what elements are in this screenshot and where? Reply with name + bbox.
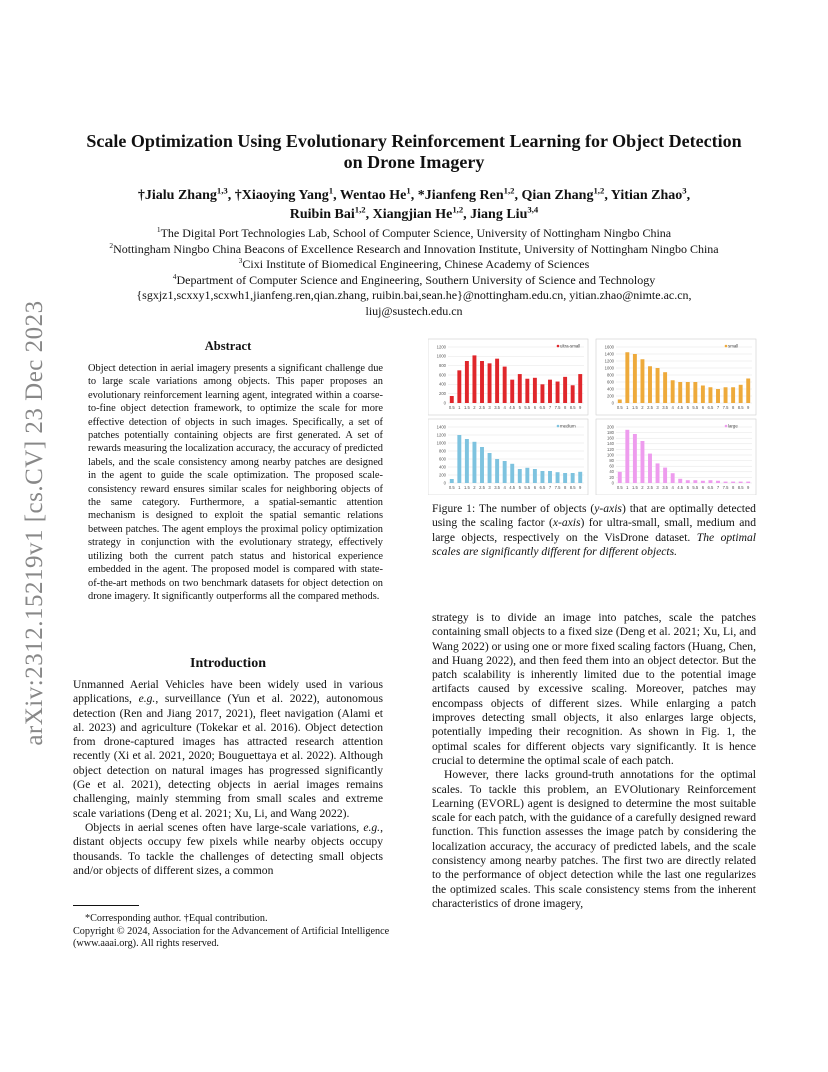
affiliation: $^4$Department of Computer Science and Engineering, Southern University of Science and Technology — [172, 271, 656, 287]
legend-label: large — [728, 423, 738, 429]
abstract-text: Object detection in aerial imagery presents a significant challenge due to large scale variations among objects. This paper proposes an evolutionary reinforcement learning agent, integrated within a coarse-to-fine object detection framework, to optimize the scale for more effective detection of objects in such images. Specifically, a set of patches potentially containing objects are first generated. A set of rewards measuring the localization accuracy, the accuracy of predicted labels, and the scale consistency among nearby patches are designed in the agent to guide the scale optimization. The proposed scale-consistency reward ensures similar scales for neighboring objects of the same category. Furthermore, a spatial-semantic attention mechanism is designed to exploit the spatial semantic relations between patches. The agent employs the proximal policy optimization strategy in conjunction with the evolutionary strategy, effectively utilizing both the current patch status and historical experience embedded in the agent. The proposed model is compared with state-of-the-art methods on two benchmark datasets for object detection on drone imagery. It significantly outperforms all the compared methods. — [88, 363, 383, 602]
y-tick-label: 0 — [611, 480, 614, 486]
bar — [724, 387, 728, 403]
y-tick-label: 0 — [611, 400, 614, 406]
bar — [571, 385, 575, 403]
bar — [678, 382, 682, 403]
chart-panel-large — [596, 419, 756, 495]
email-line-1: {sgxjz1,scxxy1,scxwh1,jianfeng.ren,qian.zhang, ruibin.bai,sean.he}@nottingham.edu.cn, yitian.zhao@nimte.ac.cn, — [136, 288, 692, 303]
bar — [618, 472, 622, 483]
x-tick-label: 2.5 — [647, 485, 653, 490]
author-list — [80, 186, 748, 224]
legend-label: small — [728, 343, 739, 349]
bar — [701, 386, 705, 404]
bar — [708, 480, 712, 483]
bar — [465, 439, 469, 483]
x-tick-label: 3 — [488, 485, 491, 490]
bar — [571, 473, 575, 483]
y-tick-label: 140 — [607, 441, 614, 447]
affiliations — [60, 226, 768, 320]
y-tick-label: 0 — [443, 480, 446, 486]
legend-label: medium — [560, 423, 576, 429]
x-tick-label: 5 — [518, 485, 521, 490]
y-tick-label: 800 — [439, 448, 446, 454]
bar — [716, 481, 720, 483]
bar — [656, 368, 660, 403]
x-tick-label: 2.5 — [479, 405, 485, 410]
bar — [708, 387, 712, 403]
bar — [640, 359, 644, 403]
paper-title: Scale Optimization Using Evolutionary Reinforcement Learning for Object Detection on Drone Imagery — [86, 131, 742, 172]
bar — [663, 372, 667, 403]
x-tick-label: 2.5 — [479, 485, 485, 490]
bar — [640, 441, 644, 483]
x-tick-label: 0.5 — [616, 485, 623, 490]
bar — [686, 382, 690, 403]
x-tick-label: 9 — [747, 485, 750, 490]
bar — [678, 479, 682, 483]
bar — [739, 482, 743, 483]
bar — [495, 459, 499, 483]
bar — [540, 471, 544, 483]
y-tick-label: 20 — [609, 474, 614, 480]
x-tick-label: 3 — [656, 405, 659, 410]
bar — [525, 379, 529, 403]
x-tick-label: 8.5 — [737, 405, 744, 410]
x-tick-label: 6.5 — [539, 405, 546, 410]
footnote-authors: *Corresponding author. †Equal contribution. — [85, 913, 268, 924]
bar — [663, 468, 667, 483]
x-tick-label: 5.5 — [524, 405, 531, 410]
bar — [533, 378, 537, 403]
x-tick-label: 6 — [701, 485, 705, 490]
x-tick-label: 4 — [671, 405, 674, 410]
y-tick-label: 200 — [607, 424, 614, 430]
x-tick-label: 3.5 — [662, 485, 669, 490]
x-tick-label: 4.5 — [509, 405, 516, 410]
bar — [618, 400, 622, 404]
bar — [457, 435, 461, 483]
bar — [480, 361, 484, 403]
bar — [724, 482, 728, 483]
author-name: Wentao He$^1$ — [339, 185, 411, 203]
bar — [693, 480, 697, 483]
x-tick-label: 7.5 — [722, 485, 729, 490]
author-name: †Xiaoying Yang$^1$ — [234, 185, 334, 203]
bar — [633, 354, 637, 403]
y-tick-label: 0 — [443, 400, 446, 406]
y-tick-label: 100 — [607, 452, 614, 458]
bar — [457, 370, 461, 403]
bar — [518, 469, 522, 483]
y-tick-label: 200 — [439, 391, 446, 397]
x-tick-label: 8.5 — [569, 485, 576, 490]
bar — [701, 481, 705, 483]
y-tick-label: 1200 — [436, 344, 446, 350]
right-column-text — [432, 611, 756, 911]
y-tick-label: 1000 — [436, 440, 446, 446]
figure-1-caption: Figure 1: The number of objects (y-axis) that are optimally detected using the scaling factor (x-axis) for ultra-small, small, medium and large objects, respectively on the VisDrone dataset. The optimal scales are significantly different for different objects. — [432, 502, 756, 558]
bar — [671, 473, 675, 483]
bar — [731, 387, 735, 403]
chart-panel-small — [596, 339, 756, 415]
x-tick-label: 2 — [641, 485, 644, 490]
x-tick-label: 1 — [458, 485, 461, 490]
bar — [648, 454, 652, 483]
x-tick-label: 6.5 — [539, 485, 546, 490]
x-tick-label: 2 — [473, 405, 476, 410]
y-tick-label: 1000 — [604, 365, 614, 371]
x-tick-label: 2 — [473, 485, 476, 490]
bar — [746, 482, 750, 483]
affiliation: $^1$The Digital Port Technologies Lab, School of Computer Science, University of Nottingham Ningbo China — [156, 225, 672, 240]
x-tick-label: 1.5 — [463, 485, 470, 490]
x-tick-label: 1.5 — [631, 485, 638, 490]
abstract-heading: Abstract — [204, 339, 252, 353]
y-tick-label: 1200 — [436, 432, 446, 438]
legend-marker — [557, 425, 560, 428]
y-tick-label: 800 — [607, 372, 614, 378]
y-tick-label: 400 — [607, 386, 614, 392]
bar — [510, 380, 514, 403]
intro-paragraph-2: Objects in aerial scenes often have large-scale variations, e.g., distant objects occupy few pixels while nearby objects occupy thousands. To tackle the challenges of detecting small objects and/or objects of different sizes, a common — [73, 820, 383, 877]
bar — [656, 463, 660, 483]
bar — [518, 374, 522, 403]
x-tick-label: 7 — [548, 485, 552, 490]
x-tick-label: 9 — [747, 405, 750, 410]
introduction-text — [73, 678, 383, 878]
bar — [510, 464, 514, 483]
x-tick-label: 6.5 — [707, 405, 714, 410]
bar — [625, 352, 629, 403]
x-tick-label: 3 — [488, 405, 491, 410]
bar — [563, 377, 567, 403]
x-tick-label: 8.5 — [569, 405, 576, 410]
bar — [578, 374, 582, 403]
bar — [746, 379, 750, 404]
intro-paragraph-1: Unmanned Aerial Vehicles have been widely used in various applications, e.g., surveillance (Yun et al. 2022), autonomous detection (Ren and Jiang 2017, 2021), fleet navigation (Alami et al. 2023) and agriculture (Tokekar et al. 2016). Object detection from drone-captured images has attracted research attention recently (Xi et al. 2021, 2020; Bouguettaya et al. 2022). Although object detection on natural images has progressed significantly (Ge et al. 2021), detecting objects in aerial images remains challenging, mainly stemming from small scales and extreme scale variations (Deng et al. 2021; Xu, Li, and Wang 2022). — [73, 678, 383, 820]
y-tick-label: 180 — [607, 430, 614, 435]
legend-marker — [725, 425, 728, 428]
bar — [533, 469, 537, 483]
bar — [503, 461, 507, 483]
bar — [540, 384, 544, 403]
bar — [731, 482, 735, 483]
x-tick-label: 6 — [533, 485, 537, 490]
x-tick-label: 5 — [518, 405, 521, 410]
x-tick-label: 3.5 — [494, 485, 501, 490]
author-name: Qian Zhang$^{1,2}$ — [521, 185, 605, 203]
legend-marker — [557, 345, 560, 348]
legend-marker — [725, 345, 728, 348]
bar — [578, 472, 582, 483]
bar — [480, 447, 484, 483]
x-tick-label: 7 — [716, 485, 720, 490]
x-tick-label: 1 — [626, 405, 629, 410]
chart-panel-ultra-small — [428, 339, 588, 415]
author-name: Ruibin Bai$^{1,2}$ — [289, 204, 366, 222]
bar — [472, 355, 476, 403]
author-name: Xiangjian He$^{1,2}$ — [372, 204, 464, 222]
bar — [739, 385, 743, 403]
x-tick-label: 4.5 — [677, 405, 684, 410]
footnote-rule — [73, 905, 139, 906]
author-name: †Jialu Zhang$^{1,3}$ — [137, 185, 228, 203]
x-tick-label: 7 — [716, 405, 720, 410]
x-tick-label: 7.5 — [722, 405, 729, 410]
bar — [488, 363, 492, 403]
y-tick-label: 800 — [439, 363, 446, 369]
x-tick-label: 0.5 — [616, 405, 623, 410]
x-tick-label: 4.5 — [677, 485, 684, 490]
bar — [495, 359, 499, 403]
author-name: *Jianfeng Ren$^{1,2}$ — [417, 185, 515, 203]
bar — [548, 380, 552, 403]
y-tick-label: 200 — [607, 393, 614, 399]
y-tick-label: 600 — [439, 372, 446, 378]
x-tick-label: 8 — [563, 405, 567, 410]
y-tick-label: 1400 — [436, 424, 446, 430]
y-tick-label: 120 — [607, 446, 614, 452]
x-tick-label: 5 — [686, 405, 689, 410]
right-paragraph-2: However, there lacks ground-truth annotations for the optimal scales. To tackle this problem, an EVOlutionary Reinforcement Learning (EVORL) agent is designed to determine the most suitable scale for each patch, with the guidance of a carefully designed reward function. This function assesses the image patch by considering the localization accuracy, the accuracy of predicted labels, and the scale consistency among nearby patches. The first two are directly related to the performance of object detection while the last one regularizes the optimized scales. This scale consistency stems from the inherent characteristics of drone imagery, — [432, 768, 756, 910]
chart-frame — [596, 339, 756, 415]
bar — [450, 479, 454, 483]
figure-1-charts — [428, 335, 758, 495]
affiliation-list — [60, 226, 768, 288]
x-tick-label: 8 — [563, 485, 567, 490]
x-tick-label: 8 — [731, 405, 735, 410]
x-tick-label: 4 — [503, 405, 506, 410]
footnote-copyright: Copyright © 2024, Association for the Advancement of Artificial Intelligence (www.aaai.org). All rights reserved. — [73, 925, 390, 950]
bar — [465, 361, 469, 403]
bar — [716, 389, 720, 403]
bar — [450, 396, 454, 403]
arxiv-identifier: arXiv:2312.15219v1 [cs.CV] 23 Dec 2023 — [21, 299, 48, 746]
author-line-1: †Jialu Zhang$^{1,3}$, †Xiaoying Yang$^1$, Wentao He$^1$, *Jianfeng Ren$^{1,2}$, Qian Zhang$^{1,2}$, Yitian Zhao$^3$, — [137, 185, 691, 203]
email-line-2: liuj@sustech.edu.cn — [365, 303, 463, 318]
bar — [472, 442, 476, 483]
y-tick-label: 400 — [439, 464, 446, 470]
x-tick-label: 8 — [731, 485, 735, 490]
y-tick-label: 1000 — [436, 353, 446, 359]
x-tick-label: 1.5 — [631, 405, 638, 410]
bar — [693, 382, 697, 403]
chart-frame — [596, 419, 756, 495]
x-tick-label: 8.5 — [737, 485, 744, 490]
x-tick-label: 1.5 — [463, 405, 470, 410]
y-tick-label: 400 — [439, 381, 446, 387]
x-tick-label: 9 — [579, 405, 582, 410]
bar — [686, 480, 690, 483]
bar — [625, 430, 629, 483]
x-tick-label: 7.5 — [554, 405, 561, 410]
author-name: Yitian Zhao$^3$ — [610, 185, 687, 203]
y-tick-label: 40 — [609, 469, 614, 475]
x-tick-label: 7.5 — [554, 485, 561, 490]
y-tick-label: 200 — [439, 472, 446, 478]
x-tick-label: 5 — [686, 485, 689, 490]
x-tick-label: 0.5 — [448, 405, 455, 410]
x-tick-label: 4 — [671, 485, 674, 490]
x-tick-label: 0.5 — [448, 485, 455, 490]
bar — [548, 471, 552, 483]
x-tick-label: 1 — [458, 405, 461, 410]
bar — [556, 472, 560, 483]
x-tick-label: 9 — [579, 485, 582, 490]
affiliation: $^3$Cixi Institute of Biomedical Engineering, Chinese Academy of Sciences — [238, 256, 590, 272]
y-tick-label: 160 — [607, 435, 614, 441]
author-line-2: Ruibin Bai$^{1,2}$, Xiangjian He$^{1,2}$, Jiang Liu$^{3,4}$ — [289, 204, 539, 222]
bar — [563, 473, 567, 483]
x-tick-label: 2 — [641, 405, 644, 410]
x-tick-label: 5.5 — [692, 485, 699, 490]
x-tick-label: 3.5 — [494, 405, 501, 410]
x-tick-label: 1 — [626, 485, 629, 490]
bar — [633, 434, 637, 483]
x-tick-label: 6 — [533, 405, 537, 410]
bar — [503, 367, 507, 403]
x-tick-label: 6 — [701, 405, 705, 410]
right-paragraph-1: strategy is to divide an image into patches, scale the patches containing small objects to a fixed size (Deng et al. 2021; Xu, Li, and Wang 2022) or using one or more fixed scaling factors (Huang, Chen, and Huang 2022), and then feed them into an object detector. But the patch scalability is inherently limited due to the potential image artifacts caused by excessive scaling. Moreover, patches may encompass objects of different sizes. While enlarging a patch improves detecting small objects, it also enlarges large objects, potentially impeding their recognition. As shown in Fig. 1, the optimal scales for different objects vary significantly. It is hence crucial to determine the optimal scale of each patch. — [432, 611, 756, 767]
introduction-heading: Introduction — [190, 656, 266, 671]
bar — [648, 366, 652, 403]
affiliation: $^2$Nottingham Ningbo China Beacons of Excellence Research and Innovation Institute, University of Nottingham Ningbo China — [109, 240, 719, 256]
x-tick-label: 2.5 — [647, 405, 653, 410]
bar — [671, 380, 675, 403]
x-tick-label: 3.5 — [662, 405, 669, 410]
x-tick-label: 7 — [548, 405, 552, 410]
x-tick-label: 4 — [503, 485, 506, 490]
y-tick-label: 1400 — [604, 351, 614, 357]
bar — [525, 468, 529, 483]
y-tick-label: 1600 — [604, 344, 614, 350]
y-tick-label: 60 — [609, 463, 614, 469]
y-tick-label: 600 — [607, 379, 614, 385]
bar — [488, 453, 492, 483]
chart-panel-medium — [428, 419, 588, 495]
bar — [556, 382, 560, 403]
legend-label: ultra-small — [560, 343, 581, 349]
y-tick-label: 600 — [439, 456, 446, 462]
x-tick-label: 5.5 — [692, 405, 699, 410]
x-tick-label: 3 — [656, 485, 659, 490]
x-tick-label: 4.5 — [509, 485, 516, 490]
y-tick-label: 1200 — [604, 358, 614, 364]
author-name: Jiang Liu$^{3,4}$ — [470, 204, 539, 222]
x-tick-label: 5.5 — [524, 485, 531, 490]
y-tick-label: 80 — [609, 458, 614, 463]
chart-frame — [428, 419, 588, 495]
footnotes — [73, 913, 393, 951]
x-tick-label: 6.5 — [707, 485, 714, 490]
